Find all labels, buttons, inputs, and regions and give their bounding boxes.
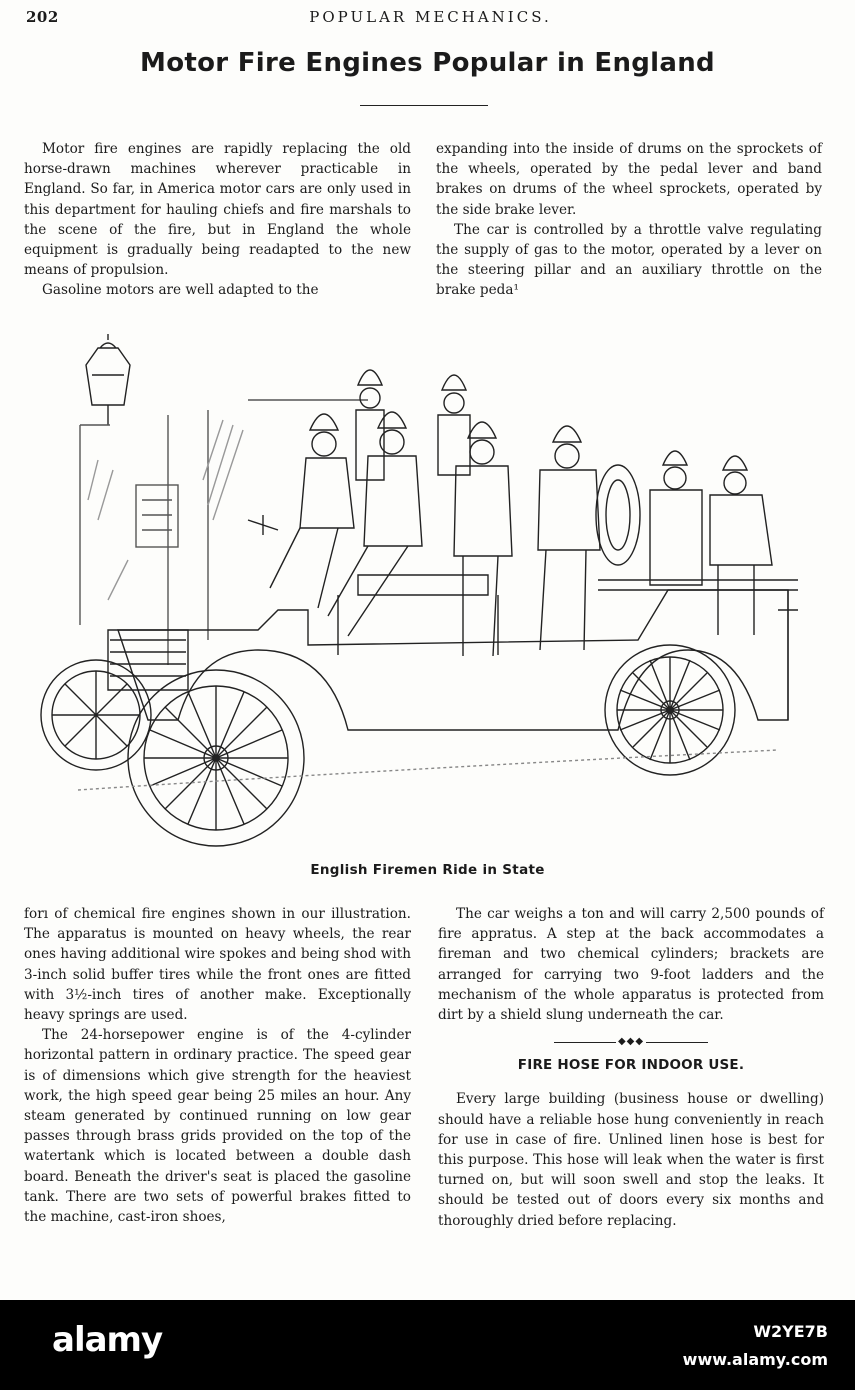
watermark-bar [0, 1300, 855, 1390]
running-head [26, 8, 835, 30]
rear-left-wheel [41, 660, 151, 770]
firemen-group [270, 370, 772, 656]
paragraph: Every large building (business house or dwelling) should have a reliable hose hung conveniently in reach for use in case of fire. Unlined linen hose is best for this purpose. This hose will leak when the water is first turned on, but will soon swell and stop the leaks. It should be tested out of doors every six months and thoroughly dried before replacing. [438, 1091, 824, 1229]
illustration-caption: English Firemen Ride in State [310, 862, 545, 878]
page-number: 202 [26, 8, 59, 26]
paragraph: forı of chemical fire engines shown in our illustration. The apparatus is mounted on heavy wheels, the rear ones having additional wire spokes and being shod with 3-inch solid buffer tires while the front ones are fitted with 3½-inch tires of another make. Exceptionally heavy springs are used. [24, 906, 411, 1024]
fireman-helmet-icon [270, 414, 354, 608]
image-id: W2YE7B [753, 1322, 828, 1341]
car-body [108, 515, 798, 730]
section-ornament [438, 1037, 824, 1047]
ornament-line [646, 1042, 708, 1043]
front-wheel [128, 670, 304, 846]
title-rule [360, 105, 488, 106]
fireman-helmet-icon [538, 426, 600, 650]
fireman-helmet-icon [650, 451, 702, 585]
building-wall [80, 400, 368, 665]
fire-engine-illustration [38, 330, 820, 860]
fireman-helmet-icon [438, 375, 470, 475]
ornament-line [554, 1042, 616, 1043]
street-lamp-icon [86, 334, 130, 425]
ornament-diamonds-icon: ◆◆◆ [617, 1036, 645, 1048]
paragraph: The 24-horsepower engine is of the 4-cylinder horizontal pattern in ordinary practice. The speed gear is of dimensions which give strength for the heaviest work, the high speed gear being 25 miles an hour. Any steam generated by continued running on low gear passes through brass grids provided on the top of the watertank which is located between a double dash board. Beneath the driver's seat is placed the gasoline tank. There are two sets of powerful brakes fitted to the machine, cast-iron shoes, [24, 1027, 411, 1226]
article-title: Motor Fire Engines Popular in England [140, 48, 715, 78]
paragraph: Motor fire engines are rapidly replacing the old horse-drawn machines wherever practicable in England. So far, in America motor cars are only used in this department for hauling chiefs and fire marshals to the scene of the fire, but in England the whole equipment is gradually being readapted to the new means of propulsion. [24, 141, 411, 279]
rear-wheel [605, 645, 735, 775]
paragraph: Gasoline motors are well adapted to the [42, 282, 319, 299]
fireman-helmet-icon [328, 412, 422, 636]
paragraph: The car is controlled by a throttle valve regulating the supply of gas to the motor, operated by a lever on the steering pillar and an auxiliary throttle on the brake peda¹ [436, 221, 822, 299]
watermark-url: www.alamy.com [682, 1350, 828, 1369]
paragraph: expanding into the inside of drums on the sprockets of the wheels, operated by the pedal lever and band brakes on drums of the wheel sprockets, operated by the side brake lever. [436, 141, 822, 218]
alamy-logo: alamy [52, 1320, 163, 1360]
magazine-title: POPULAR MECHANICS. [309, 8, 552, 26]
column-top-left [24, 139, 411, 301]
sidebar-article-title: FIRE HOSE FOR INDOOR USE. [517, 1057, 745, 1074]
column-bottom-right [438, 904, 824, 1231]
column-top-right [436, 139, 822, 301]
fireman-helmet-icon [454, 422, 512, 656]
paragraph: The car weighs a ton and will carry 2,500 pounds of fire appratus. A step at the back accommodates a fireman and two chemical cylinders; brackets are arranged for carrying two 9-foot ladders and the mechanism of the whole apparatus is protected from dirt by a shield slung underneath the car. [438, 906, 824, 1024]
fireman-helmet-icon [710, 456, 772, 635]
column-bottom-left [24, 904, 411, 1227]
